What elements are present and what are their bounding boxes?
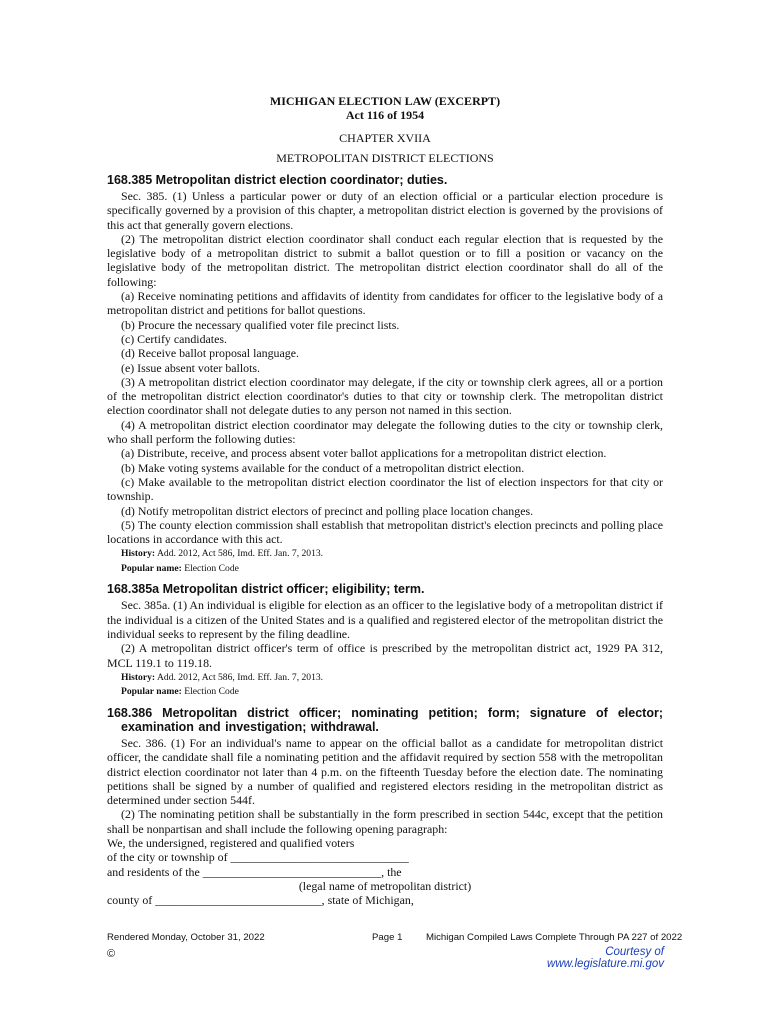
section-paragraph: (b) Make voting systems available for the conduct of a metropolitan district election. <box>121 460 525 475</box>
courtesy-link[interactable]: Courtesy of www.legislature.mi.gov <box>547 946 664 970</box>
section-heading: 168.385a Metropolitan district officer; eligibility; term. <box>107 582 425 597</box>
popular-name-label: Popular name: <box>121 562 182 574</box>
section-heading: 168.385 Metropolitan district election coordinator; duties. <box>107 173 448 187</box>
act-number: Act 116 of 1954 <box>345 108 425 122</box>
section-paragraph: (4) A metropolitan district election coordinator may delegate the following duties to the city or township clerk, who shall perform the following duties: <box>107 417 663 447</box>
chapter-title: METROPOLITAN DISTRICT ELECTIONS <box>276 151 494 165</box>
section-paragraph: (a) Receive nominating petitions and affidavits of identity from candidates for officer to the legislative body of a metropolitan district and petitions for ballot questions. <box>107 289 663 318</box>
petition-form-caption: (legal name of metropolitan district) <box>298 878 472 893</box>
document-title: MICHIGAN ELECTION LAW (EXCERPT) <box>269 94 501 108</box>
popular-name-text: Election Code <box>184 562 239 574</box>
petition-form-line: county of ____________________________, state of Michigan, <box>107 893 414 908</box>
section-paragraph: (2) The nominating petition shall be substantially in the form prescribed in section 544c, except that the petition shall be nonpartisan and shall include the following opening paragraph: <box>107 807 663 836</box>
section-paragraph: (2) The metropolitan district election coordinator shall conduct each regular election that is requested by the legislative body of a metropolitan district to submit a ballot question or to fill a position or vacancy on the legislative body of the metropolitan district. The metropolitan district election coordinator shall do all of the following: <box>107 231 663 289</box>
section-paragraph: (5) The county election commission shall establish that metropolitan district's election precincts and polling place locations in accordance with this act. <box>107 517 663 547</box>
footer-rendered-date: Rendered Monday, October 31, 2022 <box>107 932 265 943</box>
document-page <box>107 94 663 907</box>
section-paragraph: Sec. 386. (1) For an individual's name to appear on the official ballot as a candidate for metropolitan district officer, the candidate shall file a nominating petition and the affidavit required by section 558 with the metropolitan district election coordinator not later than 4 p.m. on the fifteenth Tuesday before the election date. The nominating petitions shall be signed by a number of qualified and registered electors residing in the metropolitan district as determined under section 544f. <box>107 735 663 808</box>
section-paragraph: Sec. 385a. (1) An individual is eligible for election as an officer to the legislative body of a metropolitan district if the individual is a citizen of the United States and is a qualified and registered elector of the metropolitan district the individual seeks to represent by the filing deadline. <box>107 598 663 642</box>
chapter-number: CHAPTER XVIIA <box>339 131 431 145</box>
section-paragraph: (2) A metropolitan district officer's term of office is prescribed by the metropolitan district act, 1929 PA 312, MCL 119.1 to 119.18. <box>107 641 663 670</box>
history-text: Add. 2012, Act 586, Imd. Eff. Jan. 7, 2013. <box>156 548 324 560</box>
history-label: History: <box>121 671 156 683</box>
section-paragraph: (c) Certify candidates. <box>121 331 227 346</box>
history-note <box>121 671 663 685</box>
section-paragraph: (e) Issue absent voter ballots. <box>121 360 261 375</box>
section-paragraph: (b) Procure the necessary qualified voter file precinct lists. <box>121 317 400 332</box>
section-paragraph: Sec. 385. (1) Unless a particular power or duty of an election official or a particular election procedure is specifically governed by a provision of this chapter, a metropolitan district election is governed by the provisions of this act that generally govern elections. <box>107 189 663 232</box>
section-paragraph: (3) A metropolitan district election coordinator may delegate, if the city or township clerk agrees, all or a portion of the metropolitan district election coordinator's duties to that city or township clerk. The metropolitan district election coordinator shall not delegate duties to any person not named in this section. <box>107 374 663 418</box>
history-label: History: <box>121 548 156 560</box>
section-paragraph: (a) Distribute, receive, and process absent voter ballot applications for a metropolitan district election. <box>121 446 607 461</box>
history-note <box>121 547 663 561</box>
petition-form-line: of the city or township of ______________________________ <box>107 850 409 865</box>
section-paragraph: (d) Notify metropolitan district electors of precinct and polling place location changes. <box>121 503 534 518</box>
petition-form-line: and residents of the ______________________________, the <box>107 864 402 879</box>
popular-name-text: Election Code <box>184 686 239 698</box>
history-text: Add. 2012, Act 586, Imd. Eff. Jan. 7, 2013. <box>156 671 324 683</box>
section-heading: 168.386 Metropolitan district officer; nominating petition; form; signature of elector; examination and investigation; withdrawal. <box>107 705 663 734</box>
popular-name-label: Popular name: <box>121 686 182 698</box>
copyright-icon: © <box>107 948 116 960</box>
popular-name-note <box>121 562 663 576</box>
section-paragraph: (c) Make available to the metropolitan district election coordinator the list of election inspectors for that city or township. <box>107 474 663 504</box>
section-paragraph: (d) Receive ballot proposal language. <box>121 346 299 361</box>
popular-name-note <box>121 685 663 699</box>
petition-form-line: We, the undersigned, registered and qualified voters <box>107 835 355 850</box>
footer-page-number: Page 1 <box>372 932 403 943</box>
footer-compiled-through: Michigan Compiled Laws Complete Through PA 227 of 2022 <box>426 932 683 943</box>
